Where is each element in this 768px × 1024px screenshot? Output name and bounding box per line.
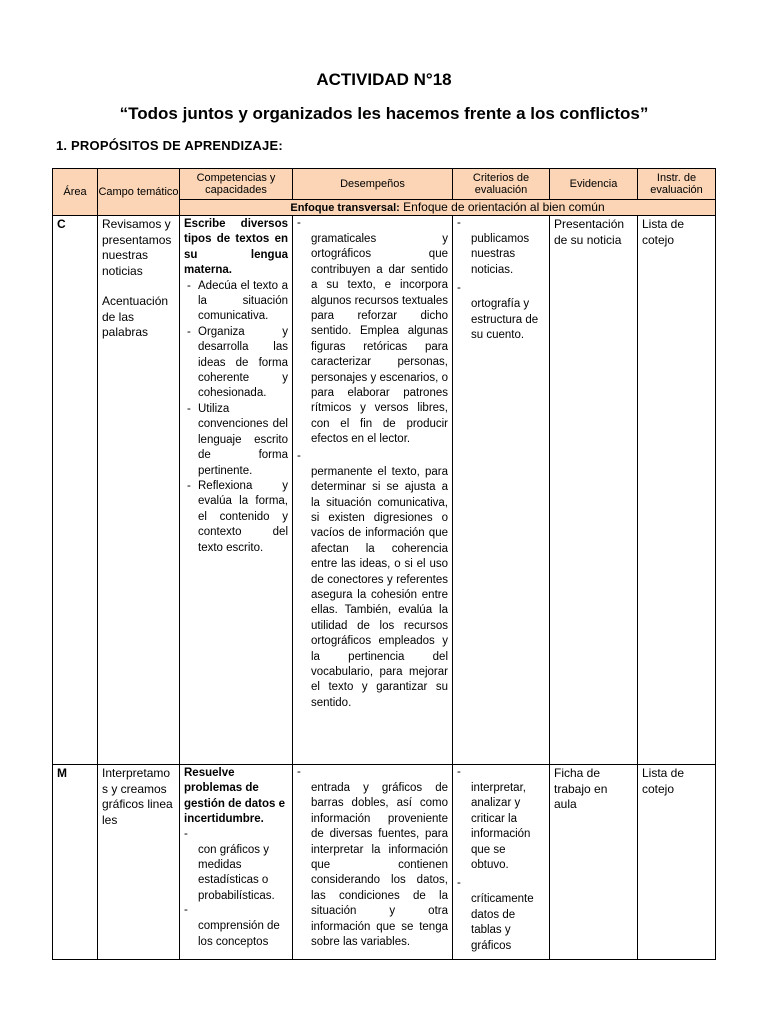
row1-competencias <box>180 216 293 765</box>
row1-desempenos: - gramaticales y ortográficos que contribuyen a dar sentido a su texto, e incorpora algunos recursos textuales para reforzar dicho sentido. Emplea algunas figuras retóricas para caracterizar personas, personajes y escenarios, o para elaborar patrones rítmicos y versos libres, con el fin de producir efectos en el lector. - permanente el texto, para determinar si se ajusta a la situación comunicativa, si existen digresiones o vacíos de información que afectan la coherencia entre las ideas, o si el uso de conectores y referentes asegura la cohesión entre ellas. También, evalúa la utilidad de los recursos ortográficos empleados y la pertinencia del vocabulario, para mejorar el texto y garantizar su sentido. <box>293 216 453 765</box>
row1-criterios: - publicamos nuestras noticias. - ortografía y estructura de su cuento. <box>453 216 550 765</box>
row1-campo-2: Acentuación de las palabras <box>102 294 169 339</box>
row2-capacidad-1: con gráficos y medidas estadísticas o probabilísticas. <box>198 843 275 902</box>
activity-title: ACTIVIDAD N°18 <box>316 70 452 89</box>
row2-capacidad-2: comprensión de los conceptos <box>198 920 280 948</box>
row2-area: M <box>53 765 98 960</box>
enfoque-value: Enfoque de orientación al bien común <box>403 200 605 214</box>
row2-instrumento: Lista de cotejo <box>638 765 716 960</box>
header-competencias: Competencias y capacidades <box>180 169 293 200</box>
row2-competencias: Resuelve problemas de gestión de datos e incertidumbre. - con gráficos y medidas estadísticas o probabilísticas. - comprensión de los conceptos <box>180 765 293 960</box>
row1-capacidad: - Organiza y desarrolla las ideas de forma coherente y cohesionada. <box>184 325 288 402</box>
row1-evidencia: Presentación de su noticia <box>550 216 638 765</box>
learning-purposes-table <box>52 168 716 960</box>
row2-competencia-title: Resuelve problemas de gestión de datos e incertidumbre. <box>184 767 285 826</box>
row1-area: C <box>53 216 98 765</box>
row1-competencia-title: Escribe diversos tipos de textos en su lengua materna. <box>184 218 288 277</box>
table-header-row <box>53 169 716 200</box>
header-instrumento: Instr. de evaluación <box>638 169 716 200</box>
row1-desempeno-1: gramaticales y ortográficos que contribuyen a dar sentido a su texto, e incorpora algunos recursos textuales para reforzar dicho sentido. Emplea algunas figuras retóricas para caracterizar personas, personajes y escenarios, o para elaborar patrones rítmicos y versos libres, con el fin de producir efectos en el lector. <box>311 233 448 446</box>
row1-campo <box>98 216 180 765</box>
row1-criterio-1: publicamos nuestras noticias. <box>471 233 530 276</box>
section-heading: 1. PROPÓSITOS DE APRENDIZAJE: <box>56 138 283 153</box>
header-desempenos: Desempeños <box>293 169 453 200</box>
header-area: Área <box>53 169 98 216</box>
row1-instrumento: Lista de cotejo <box>638 216 716 765</box>
row2-criterio-1: interpretar, analizar y criticar la información que se obtuvo. <box>471 782 531 872</box>
header-campo: Campo temático <box>98 169 180 216</box>
header-evidencia: Evidencia <box>550 169 638 200</box>
row1-capacidad: - Adecúa el texto a la situación comunicativa. <box>184 279 288 325</box>
row1-capacidad: - Utiliza convenciones del lenguaje escrito de forma pertinente. <box>184 402 288 479</box>
header-criterios: Criterios de evaluación <box>453 169 550 200</box>
enfoque-label: Enfoque transversal: <box>290 202 400 214</box>
row2-campo: Interpretamos y creamos gráficos lineales <box>98 765 180 960</box>
activity-subtitle: “Todos juntos y organizados les hacemos frente a los conflictos” <box>119 104 649 123</box>
enfoque-cell <box>180 200 716 216</box>
row1-capacidad: - Reflexiona y evalúa la forma, el contenido y contexto del texto escrito. <box>184 479 288 556</box>
row1-campo-1: Revisamos y presentamos nuestras noticias <box>102 217 172 278</box>
table-row <box>53 765 716 960</box>
row2-criterios: - interpretar, analizar y criticar la información que se obtuvo. - críticamente datos de tablas y gráficos <box>453 765 550 960</box>
row2-desempeno: entrada y gráficos de barras dobles, así como información proveniente de diversas fuentes, para interpretar la información que contienen considerando los datos, las condiciones de la situación y otra información que se tenga sobre las variables. <box>311 782 448 949</box>
row2-criterio-2: críticamente datos de tablas y gráficos <box>471 893 534 952</box>
row1-desempeno-2: permanente el texto, para determinar si se ajusta a la situación comunicativa, si existen digresiones o vacíos de información que afectan la coherencia entre las ideas, o si el uso de conectores y referentes asegura la cohesión entre ellas. También, evalúa la utilidad de los recursos ortográficos empleados y la pertinencia del vocabulario, para mejorar el texto y garantizar su sentido. <box>311 465 448 709</box>
row1-criterio-2: ortografía y estructura de su cuento. <box>471 298 539 342</box>
table-row <box>53 216 716 765</box>
row1-capacidades-list <box>184 279 288 556</box>
row2-desempenos: - entrada y gráficos de barras dobles, así como información proveniente de diversas fuentes, para interpretar la información que contienen considerando los datos, las condiciones de la situación y otra información que se tenga sobre las variables. <box>293 765 453 960</box>
row2-evidencia: Ficha de trabajo en aula <box>550 765 638 960</box>
